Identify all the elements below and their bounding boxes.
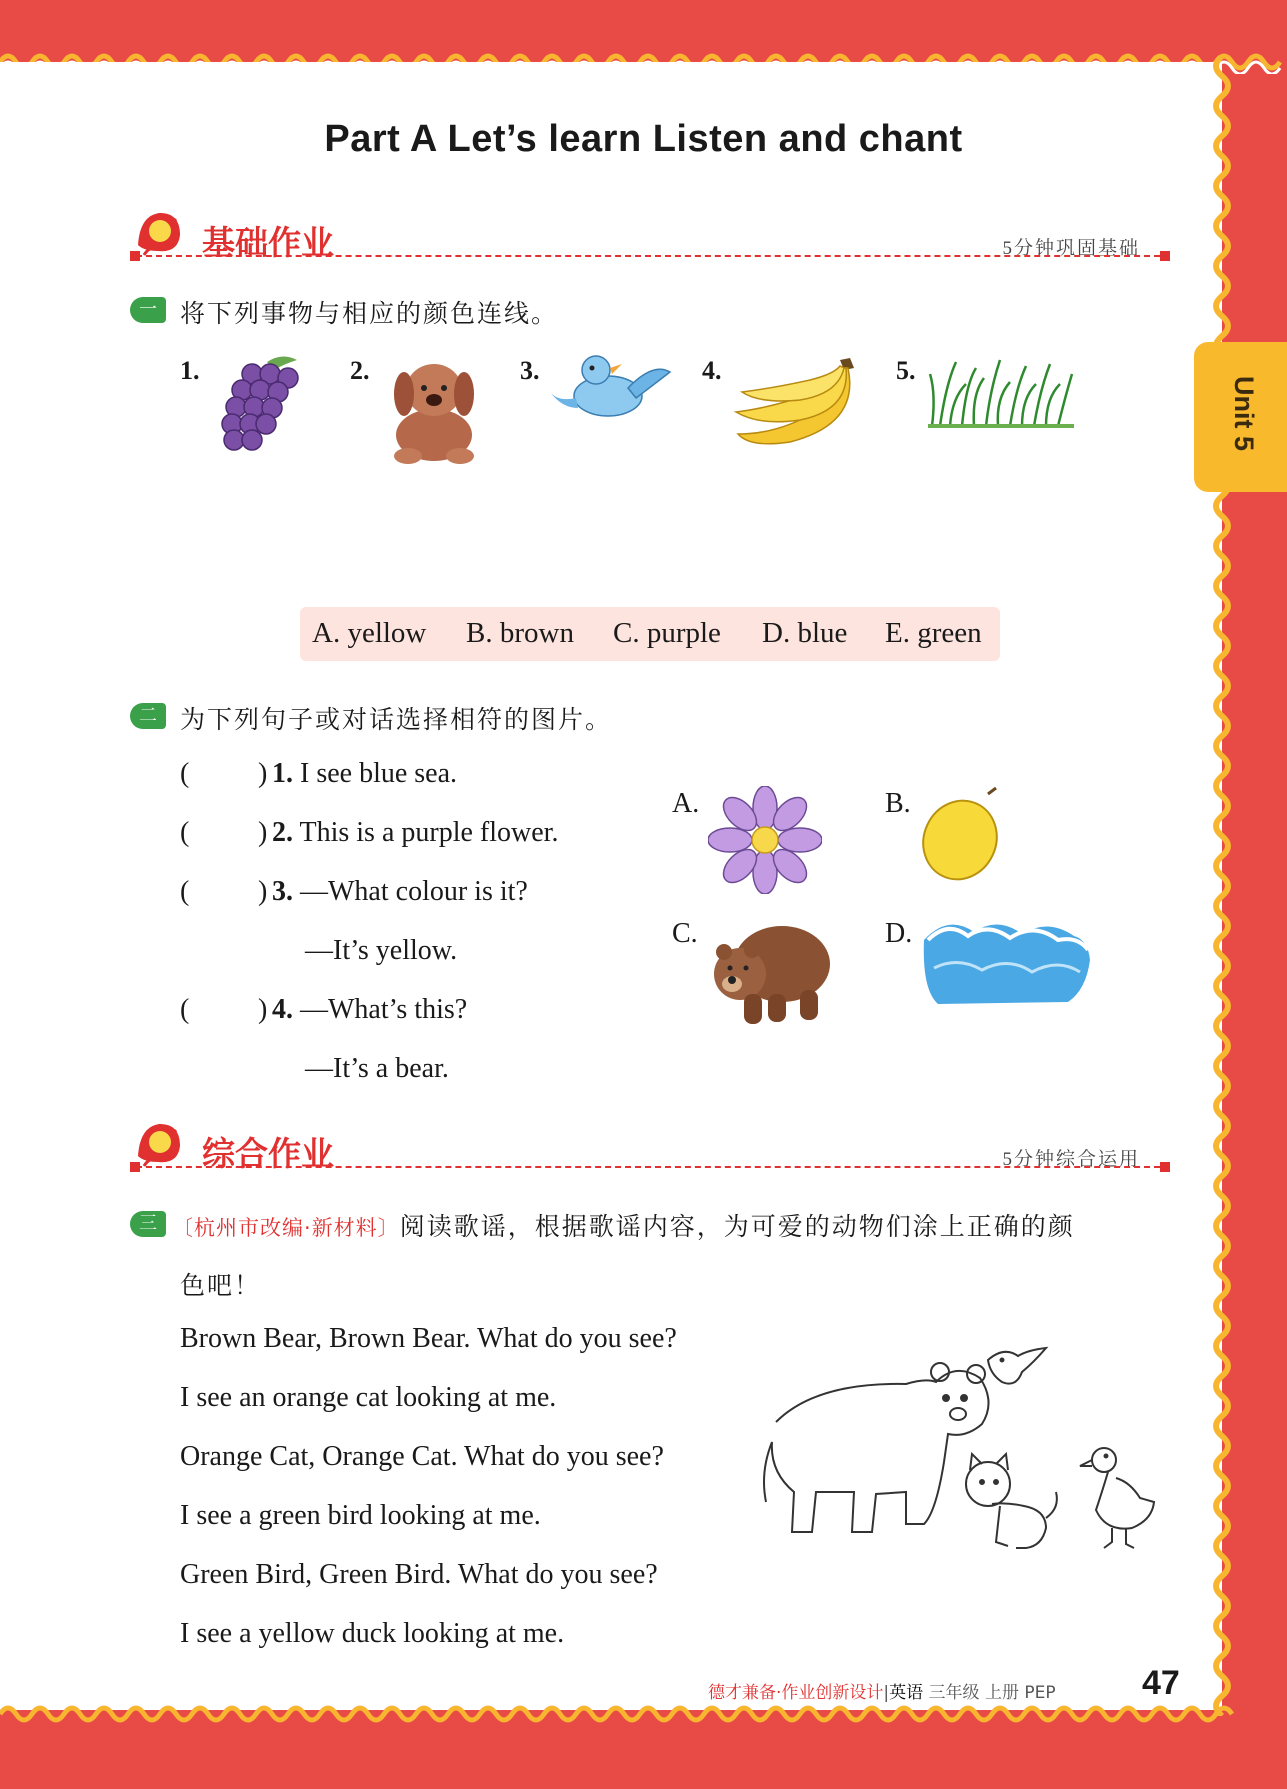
chant-line: I see an orange cat looking at me. — [180, 1382, 557, 1413]
sentence-text: —What colour is it? — [293, 876, 528, 907]
question-text: 阅读歌谣，根据歌谣内容，为可爱的动物们涂上正确的颜 — [399, 1212, 1075, 1241]
item-number: 2. — [350, 356, 370, 385]
sea-icon — [918, 910, 1094, 1010]
flower-picture-icon — [708, 786, 822, 894]
dog-icon — [378, 350, 490, 465]
chant-line: Green Bird, Green Bird. What do you see? — [180, 1559, 658, 1590]
wave-border-bottom — [0, 1702, 1287, 1726]
lemon-icon — [916, 786, 1006, 882]
coloring-animals-picture — [756, 1342, 1158, 1562]
chant-line: I see a green bird looking at me. — [180, 1500, 541, 1531]
item-number: 5. — [896, 356, 916, 385]
answer-blank-open[interactable]: ( — [180, 817, 190, 848]
question-number-badge: 一 — [130, 297, 166, 323]
sentence-text: I see blue sea. — [293, 758, 458, 789]
color-option: C. purple — [613, 617, 721, 649]
banana-icon — [730, 354, 870, 454]
footer-separator: | — [883, 1683, 890, 1703]
chant-line: I see a yellow duck looking at me. — [180, 1618, 565, 1649]
color-option: E. green — [885, 617, 982, 649]
color-option: D. blue — [762, 617, 848, 649]
color-options-box — [300, 607, 1000, 661]
item-number: 4. — [702, 356, 722, 385]
item-number: 1. — [180, 356, 200, 385]
sentence-line: —It’s a bear. — [305, 1053, 449, 1084]
option-label: A. — [672, 788, 700, 819]
sentence-text: This is a purple flower. — [293, 817, 559, 848]
bird-icon — [548, 352, 672, 434]
answer-blank-open[interactable]: ( — [180, 994, 190, 1025]
section-header-basic — [130, 205, 1170, 265]
unit-tab-label: Unit 5 — [1229, 376, 1259, 452]
color-option: B. brown — [466, 617, 574, 649]
section-label: 基础作业 — [202, 223, 334, 262]
dashed-divider — [136, 1166, 1170, 1168]
section-label: 综合作业 — [202, 1134, 334, 1173]
color-option: A. yellow — [312, 617, 427, 649]
sentence-line — [272, 758, 457, 790]
answer-blank-close: ) — [258, 994, 268, 1025]
question-number-badge: 二 — [130, 703, 166, 729]
chant-line: Brown Bear, Brown Bear. What do you see? — [180, 1323, 677, 1354]
option-label: B. — [885, 788, 911, 819]
grass-icon — [926, 354, 1076, 430]
answer-blank-close: ) — [258, 758, 268, 789]
sentence-text: —What’s this? — [293, 994, 468, 1025]
question-instruction-cont: 色吧！ — [180, 1271, 262, 1300]
wave-border-right — [1210, 56, 1234, 1716]
answer-blank-open[interactable]: ( — [180, 876, 190, 907]
question-source: 〔杭州市改编·新材料〕 — [172, 1216, 400, 1240]
answer-blank-open[interactable]: ( — [180, 758, 190, 789]
option-label: D. — [885, 918, 913, 949]
sentence-line — [272, 817, 558, 849]
bear-icon — [704, 914, 834, 1030]
footer-subject: 英语 — [889, 1683, 924, 1703]
section-header-comprehensive — [130, 1116, 1170, 1176]
answer-blank-close: ) — [258, 817, 268, 848]
footer-info — [708, 1678, 1056, 1703]
sentence-line — [272, 994, 467, 1026]
section-subtitle: 5分钟巩固基础 — [1002, 238, 1140, 259]
sentence-number: 2. — [272, 817, 293, 848]
chant-line: Orange Cat, Orange Cat. What do you see? — [180, 1441, 664, 1472]
question-instruction: 将下列事物与相应的颜色连线。 — [180, 299, 559, 328]
page-number: 47 — [1142, 1664, 1180, 1702]
footer-brand: 德才兼备·作业创新设计 — [708, 1683, 884, 1703]
sentence-number: 3. — [272, 876, 293, 907]
sentence-line: —It’s yellow. — [305, 935, 458, 966]
question-number-badge: 三 — [130, 1211, 166, 1237]
sentence-number: 4. — [272, 994, 293, 1025]
question-instruction: 为下列句子或对话选择相符的图片。 — [180, 705, 613, 734]
option-label: C. — [672, 918, 698, 949]
answer-blank-close: ) — [258, 876, 268, 907]
footer-book-info: 三年级 上册 PEP — [928, 1683, 1056, 1703]
item-number: 3. — [520, 356, 540, 385]
dashed-divider — [136, 255, 1170, 257]
grapes-icon — [212, 352, 312, 457]
unit-tab — [1194, 342, 1287, 492]
page-title: Part A Let’s learn Listen and chant — [324, 118, 963, 160]
section-subtitle: 5分钟综合运用 — [1002, 1149, 1140, 1170]
sentence-line — [272, 876, 528, 908]
sentence-number: 1. — [272, 758, 293, 789]
question-instruction — [172, 1207, 1075, 1243]
